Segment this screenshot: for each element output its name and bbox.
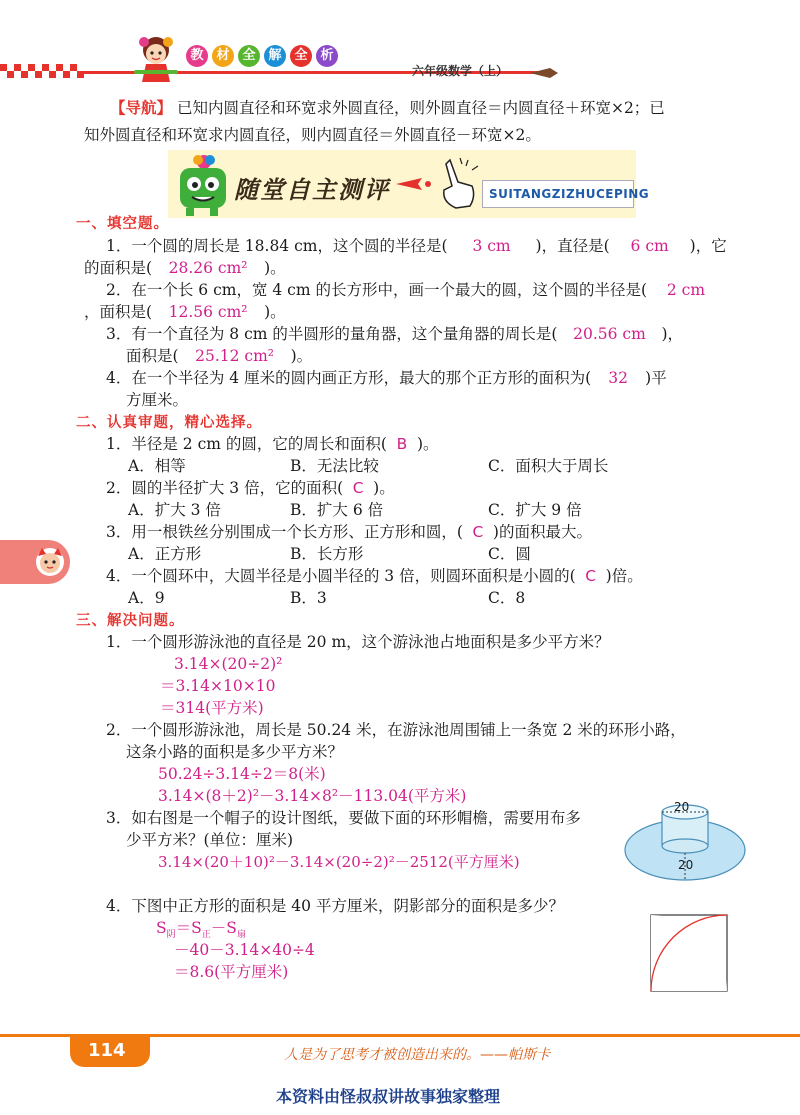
- s2-q2-option-c: C．扩大 9 倍: [488, 501, 582, 519]
- s2-q3-stem-a: 3．用一根铁丝分别围成一个长方形、正方形和圆，(: [106, 523, 463, 541]
- s2-q3-option-b: B．长方形: [290, 545, 364, 563]
- side-tab: [0, 540, 70, 584]
- s2-q1-option-a: A．相等: [128, 457, 186, 475]
- s1-q1-line1: [106, 235, 727, 257]
- square-quarter-circle-figure: [650, 914, 728, 992]
- arrow-icon: [394, 174, 434, 194]
- s3-q2-stem-line2: 这条小路的面积是多少平方米？: [126, 743, 344, 761]
- title-char-5: 全: [290, 45, 312, 67]
- s3-q4-step3: ＝8.6(平方厘米): [174, 963, 289, 981]
- s1-q3-text-c: 面积是(: [126, 347, 179, 365]
- s2-q2-option-b: B．扩大 6 倍: [290, 501, 384, 519]
- s2-q3-stem-b: )的面积最大。: [492, 523, 592, 541]
- s2-q2-answer: C: [352, 479, 364, 497]
- guide-line-2: 知外圆直径和环宽求内圆直径，则内圆直径＝外圆直径－环宽×2。: [84, 126, 541, 144]
- s2-q2-stem-b: )。: [373, 479, 395, 497]
- s1-q1-answer-diameter: 6 cm: [630, 237, 669, 255]
- section2-title: 二、认真审题，精心选择。: [76, 415, 262, 431]
- s3-q3-stem-line1: 3．如右图是一个帽子的设计图纸，要做下面的环形帽檐，需要用布多: [106, 809, 581, 827]
- s2-q1-stem-a: 1．半径是 2 cm 的圆，它的周长和面积(: [106, 435, 387, 453]
- guide-line-1: [110, 97, 665, 119]
- s1-q1-text-d: 的面积是(: [84, 259, 153, 277]
- s2-q1-stem-b: )。: [416, 435, 439, 453]
- s1-q4-text-a: 4．在一个半径为 4 厘米的圆内画正方形，最大的那个正方形的面积为(: [106, 369, 592, 387]
- s2-q3-stem: [106, 521, 592, 543]
- page-number: 114: [88, 1040, 126, 1061]
- s2-q3-option-c: C．圆: [488, 545, 531, 563]
- s1-q2-answer-radius: 2 cm: [666, 281, 706, 299]
- s3-q2-step1: 50.24÷3.14÷2＝8(米): [158, 765, 326, 783]
- s2-q2-stem-a: 2．圆的半径扩大 3 倍，它的面积(: [106, 479, 344, 497]
- bottom-note: 本资料由怪叔叔讲故事独家整理: [276, 1087, 501, 1106]
- s2-q4-option-c: C．8: [488, 589, 526, 607]
- s3-q4-sub-sector: 扇: [236, 930, 246, 941]
- s2-q3-option-a: A．正方形: [128, 545, 202, 563]
- banner-pinyin: SUITANGZIZHUCEPING: [489, 187, 650, 201]
- hat-figure: [622, 798, 748, 894]
- footer-quote: 人是为了思考才被创造出来的。——帕斯卡: [284, 1047, 550, 1063]
- s1-q3-line1: [106, 323, 683, 345]
- s3-q4-s-symbol-3: －S: [210, 919, 237, 937]
- header-bar: [0, 38, 800, 88]
- s2-q4-stem-a: 4．一个圆环中，大圆半径是小圆半径的 3 倍，则圆环面积是小圆的(: [106, 567, 576, 585]
- title-char-3: 全: [238, 45, 260, 67]
- hat-brim-dimension: 20: [678, 858, 694, 872]
- pinyin-box: [482, 180, 650, 208]
- s3-q4-s-symbol-2: ＝S: [175, 919, 202, 937]
- s3-q4-sub-shadow: 阴: [166, 930, 176, 941]
- s1-q2-answer-area: 12.56 cm²: [168, 303, 248, 321]
- s1-q2-text-a: 2．在一个长 6 cm，宽 4 cm 的长方形中，画一个最大的圆，这个圆的半径是(: [106, 281, 648, 299]
- s2-q3-answer: C: [472, 523, 484, 541]
- s1-q3-text-b: )，: [661, 325, 683, 343]
- s1-q3-text-a: 3．有一个直径为 8 cm 的半圆形的量角器，这个量角器的周长是(: [106, 325, 558, 343]
- s2-q4-stem: [106, 565, 643, 587]
- s2-q1-option-c: C．面积大于周长: [488, 457, 609, 475]
- header-title: [186, 44, 342, 67]
- monster-mascot-icon: [172, 152, 232, 218]
- s2-q2-option-a: A．扩大 3 倍: [128, 501, 221, 519]
- pen-tip-icon: [530, 66, 560, 80]
- s3-q4-s-symbol-1: S: [156, 919, 167, 937]
- s1-q2-line1: [106, 279, 705, 301]
- s1-q2-text-c: )。: [264, 303, 286, 321]
- s1-q4-line1: [106, 367, 667, 389]
- s1-q1-line2: [84, 257, 286, 279]
- s1-q4-text-b: )平: [645, 369, 667, 387]
- s3-q2-stem-line1: 2．一个圆形游泳池，周长是 50.24 米，在游泳池周围铺上一条宽 2 米的环形小路，: [106, 721, 686, 739]
- s1-q2-text-b: ，面积是(: [84, 303, 153, 321]
- s1-q3-answer-area: 25.12 cm²: [195, 347, 275, 365]
- s1-q1-text-b: )，直径是(: [535, 237, 610, 255]
- pointing-hand-icon: [436, 156, 480, 212]
- s3-q1-stem: 1．一个圆形游泳池的直径是 20 m，这个游泳池占地面积是多少平方米？: [106, 633, 610, 651]
- s1-q4-line2: 方厘米。: [126, 391, 189, 409]
- s3-q4-stem: 4．下图中正方形的面积是 40 平方厘米，阴影部分的面积是多少？: [106, 897, 564, 915]
- title-char-1: 教: [186, 45, 208, 67]
- section-banner: [168, 150, 650, 218]
- girl-mascot-icon: [128, 34, 184, 86]
- s1-q1-text-c: )，它: [689, 237, 727, 255]
- hat-top-dimension: 20: [674, 800, 690, 814]
- s1-q1-answer-radius: 3 cm: [472, 237, 511, 255]
- section1-title: 一、填空题。: [76, 216, 169, 232]
- s1-q1-text-e: )。: [264, 259, 286, 277]
- s3-q1-step1: 3.14×(20÷2)²: [174, 655, 283, 673]
- section3-title: 三、解决问题。: [76, 613, 185, 629]
- s1-q3-line2: [126, 345, 312, 367]
- s3-q3-stem-line2: 少平方米？(单位：厘米): [126, 831, 294, 849]
- s3-q2-step2: 3.14×(8＋2)²－3.14×8²－113.04(平方米): [158, 787, 467, 805]
- s1-q2-line2: [84, 301, 286, 323]
- title-char-2: 材: [212, 45, 234, 67]
- s2-q4-option-a: A．9: [128, 589, 165, 607]
- s2-q2-stem: [106, 477, 395, 499]
- s1-q1-answer-area: 28.26 cm²: [168, 259, 248, 277]
- s3-q4-sub-square: 正: [201, 930, 211, 941]
- s1-q3-text-d: )。: [290, 347, 313, 365]
- s2-q4-stem-b: )倍。: [605, 567, 643, 585]
- s2-q1-option-b: B．无法比较: [290, 457, 379, 475]
- side-tab-mascot-icon: [32, 544, 68, 580]
- grade-label: 六年级数学（上）: [412, 64, 509, 78]
- banner-title: 随堂自主测评: [234, 176, 390, 204]
- title-char-4: 解: [264, 45, 286, 67]
- s2-q1-answer: B: [396, 435, 408, 453]
- s3-q4-step2: －40－3.14×40÷4: [174, 941, 315, 959]
- title-char-6: 析: [316, 45, 338, 67]
- guide-label: 【导航】: [110, 98, 173, 117]
- s2-q4-option-b: B．3: [290, 589, 327, 607]
- s3-q1-step3: ＝314(平方米): [160, 699, 264, 717]
- s3-q1-step2: ＝3.14×10×10: [160, 677, 276, 695]
- s1-q1-text-a: 1．一个圆的周长是 18.84 cm，这个圆的半径是(: [106, 237, 448, 255]
- s3-q3-step1: 3.14×(20＋10)²－3.14×(20÷2)²－2512(平方厘米): [158, 853, 520, 871]
- s1-q3-answer-perimeter: 20.56 cm: [573, 325, 646, 343]
- s1-q4-answer: 32: [608, 369, 628, 387]
- guide-text-1: 已知内圆直径和环宽求外圆直径，则外圆直径＝内圆直径＋环宽×2；已: [176, 99, 665, 117]
- s2-q4-answer: C: [585, 567, 597, 585]
- s2-q1-stem: [106, 433, 439, 455]
